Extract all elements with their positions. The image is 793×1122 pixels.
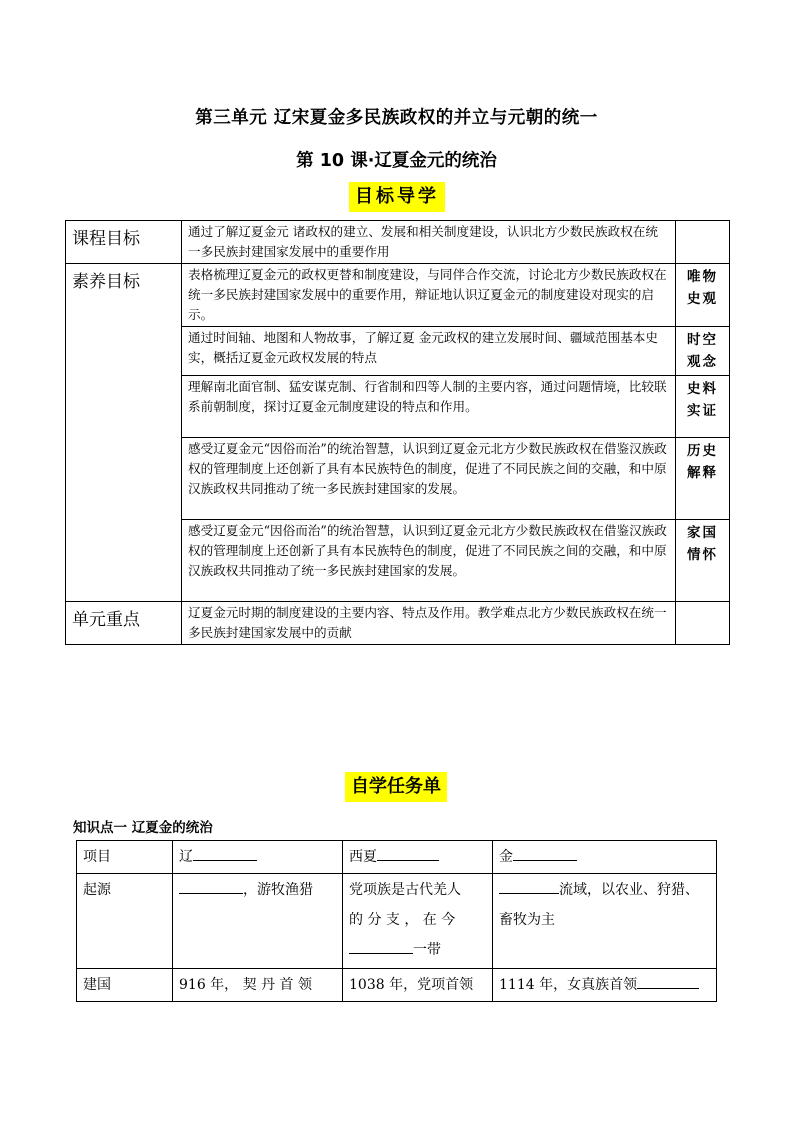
founding-jin-text: 1114 年，女真族首领 bbox=[499, 977, 638, 993]
key-point-text: 辽夏金元时期的制度建设的主要内容、特点及作用。教学难点北方少数民族政权在统一多民族封建国家发展中的贡献 bbox=[182, 602, 676, 645]
founding-jin bbox=[493, 969, 717, 1002]
literacy-tag bbox=[676, 264, 730, 327]
literacy-tag bbox=[676, 438, 730, 520]
table-row bbox=[66, 602, 730, 645]
origin-jin bbox=[493, 874, 717, 969]
origin-liao-text: ，游牧渔猎 bbox=[243, 882, 313, 898]
origin-jin-line1 bbox=[499, 875, 710, 905]
literacy-tag bbox=[676, 520, 730, 602]
empty-cell bbox=[676, 602, 730, 645]
header-xixia-label: 西夏 bbox=[349, 849, 377, 865]
header-item: 项目 bbox=[77, 841, 173, 874]
origin-xixia-line3 bbox=[349, 935, 486, 965]
origin-xixia-line1: 党项族是古代羌人 bbox=[349, 882, 461, 898]
founding-liao: 916 年， 契 丹 首 领 bbox=[173, 969, 343, 1002]
header-liao bbox=[173, 841, 343, 874]
literacy-tag-line2: 情怀 bbox=[687, 547, 718, 563]
literacy-text: 表格梳理辽夏金元的政权更替和制度建设，与同伴合作交流，讨论北方少数民族政权在统一多民族封建国家发展中的重要作用，辩证地认识辽夏金元的制度建设对现实的启示。 bbox=[182, 264, 676, 327]
fill-blank[interactable] bbox=[377, 843, 439, 861]
task-table bbox=[76, 840, 717, 1002]
fill-blank[interactable] bbox=[179, 876, 243, 894]
literacy-tag-line2: 实证 bbox=[687, 403, 718, 419]
fill-blank[interactable] bbox=[513, 843, 577, 861]
header-jin bbox=[493, 841, 717, 874]
section-tag-tasks: 自学任务单 bbox=[345, 772, 447, 802]
empty-cell bbox=[676, 221, 730, 264]
founding-xixia: 1038 年，党项首领 bbox=[343, 969, 493, 1002]
table-row bbox=[77, 969, 717, 1002]
unit-title: 第三单元 辽宋夏金多民族政权的并立与元朝的统一 bbox=[195, 108, 598, 128]
key-point-label: 单元重点 bbox=[66, 602, 182, 645]
literacy-text: 通过时间轴、地图和人物故事，了解辽夏 金元政权的建立发展时间、疆域范围基本史实，概括辽夏金元政权发展的特点 bbox=[182, 327, 676, 376]
fill-blank[interactable] bbox=[349, 936, 413, 954]
origin-liao bbox=[173, 874, 343, 969]
fill-blank[interactable] bbox=[499, 876, 559, 894]
knowledge-point-heading: 知识点一 辽夏金的统治 bbox=[73, 820, 213, 836]
table-row bbox=[77, 874, 717, 969]
fill-blank[interactable] bbox=[637, 971, 699, 989]
origin-xixia-line2: 的 分 支 ， 在 今 bbox=[349, 912, 456, 928]
literacy-tag-line1: 唯物 bbox=[687, 269, 718, 285]
literacy-tag-line1: 史料 bbox=[687, 381, 718, 397]
goals-table bbox=[65, 220, 730, 645]
table-row bbox=[66, 221, 730, 264]
origin-label: 起源 bbox=[77, 874, 173, 969]
literacy-text: 感受辽夏金元“因俗而治”的统治智慧，认识到辽夏金元北方少数民族政权在借鉴汉族政权的管理制度上还创新了具有本民族特色的制度，促进了不同民族之间的交融，和中原汉族政权共同推动了统一多民族封建国家的发展。 bbox=[182, 520, 676, 602]
origin-jin-line1-text: 流域，以农业、狩猎、 bbox=[559, 882, 699, 898]
table-row bbox=[66, 264, 730, 327]
literacy-tag-line2: 解释 bbox=[687, 465, 718, 481]
literacy-text: 感受辽夏金元“因俗而治”的统治智慧，认识到辽夏金元北方少数民族政权在借鉴汉族政权的管理制度上还创新了具有本民族特色的制度，促进了不同民族之间的交融，和中原汉族政权共同推动了统一多民族封建国家的发展。 bbox=[182, 438, 676, 520]
table-row bbox=[77, 841, 717, 874]
section-tag-goals: 目标导学 bbox=[349, 182, 445, 212]
fill-blank[interactable] bbox=[193, 843, 257, 861]
founding-label: 建国 bbox=[77, 969, 173, 1002]
literacy-tag-line2: 观念 bbox=[687, 354, 718, 370]
header-jin-label: 金 bbox=[499, 849, 513, 865]
origin-xixia bbox=[343, 874, 493, 969]
lesson-title: 第 10 课·辽夏金元的统治 bbox=[296, 151, 497, 171]
origin-jin-line2: 畜牧为主 bbox=[499, 912, 555, 928]
literacy-tag-line2: 史观 bbox=[687, 291, 718, 307]
literacy-label: 素养目标 bbox=[66, 264, 182, 602]
header-liao-label: 辽 bbox=[179, 849, 193, 865]
course-goal-text: 通过了解辽夏金元 诸政权的建立、发展和相关制度建设，认识北方少数民族政权在统一多民族封建国家发展中的重要作用 bbox=[182, 221, 676, 264]
literacy-tag bbox=[676, 376, 730, 438]
literacy-tag-line1: 历史 bbox=[687, 443, 718, 459]
course-goal-label: 课程目标 bbox=[66, 221, 182, 264]
literacy-text: 理解南北面官制、猛安谋克制、行省制和四等人制的主要内容，通过问题情境，比较联系前朝制度，探讨辽夏金元制度建设的特点和作用。 bbox=[182, 376, 676, 438]
literacy-tag-line1: 家国 bbox=[687, 525, 718, 541]
header-xixia bbox=[343, 841, 493, 874]
literacy-tag bbox=[676, 327, 730, 376]
literacy-tag-line1: 时空 bbox=[687, 332, 718, 348]
origin-xixia-line3-text: 一带 bbox=[413, 942, 441, 958]
